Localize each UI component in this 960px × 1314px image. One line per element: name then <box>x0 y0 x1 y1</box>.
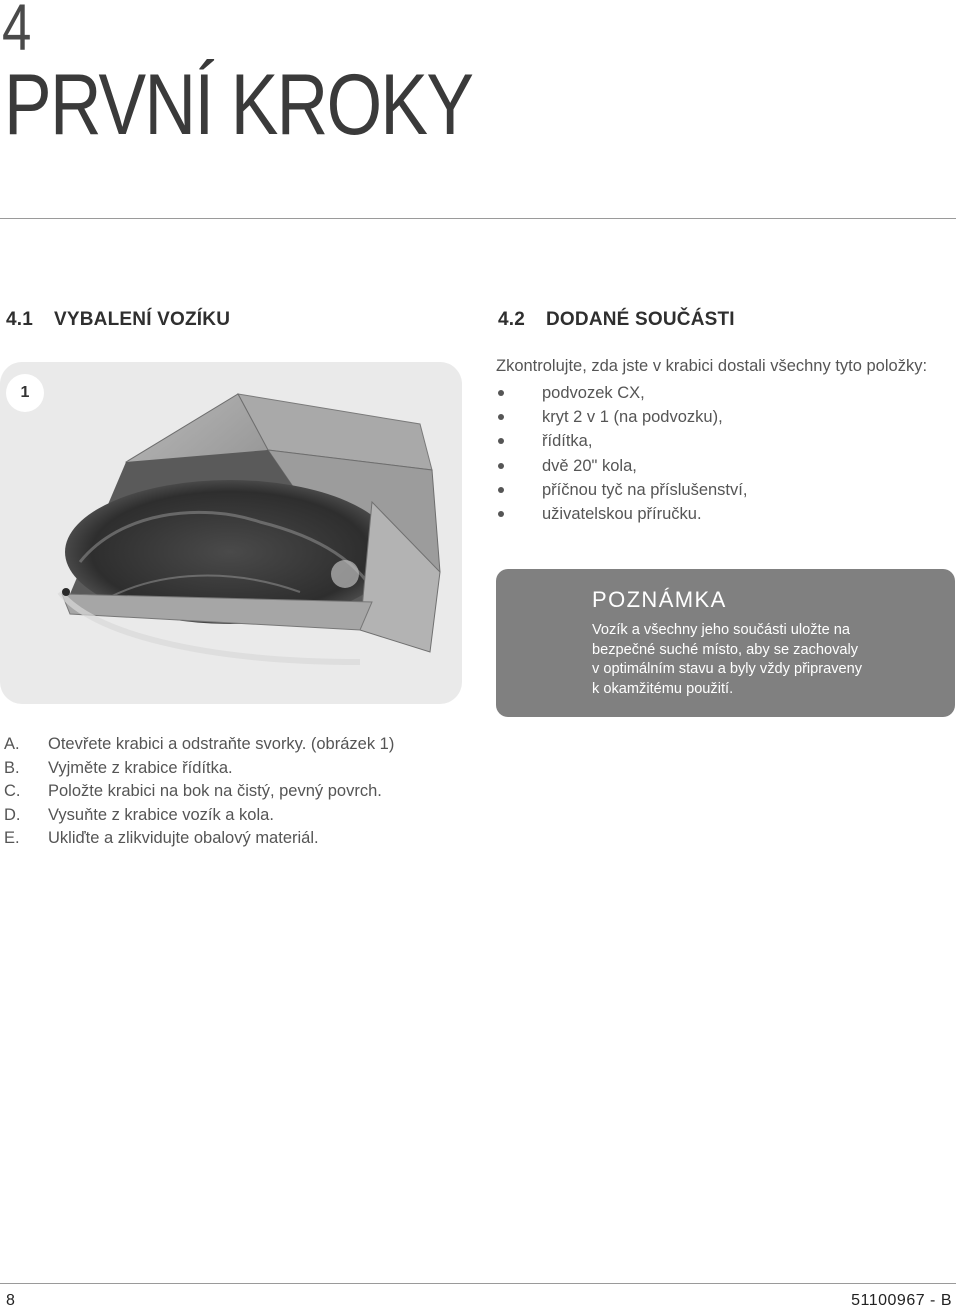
bullet-icon <box>498 390 504 396</box>
list-item: uživatelskou příručku. <box>496 502 747 526</box>
top-divider <box>0 218 956 219</box>
note-title: POZNÁMKA <box>592 587 727 612</box>
page-number: 8 <box>6 1292 15 1309</box>
list-item: podvozek CX, <box>496 381 747 405</box>
step-item <box>4 804 394 828</box>
step-label: E. <box>4 829 20 847</box>
note-box <box>496 569 955 717</box>
chapter-title: PRVNÍ KROKY <box>4 57 473 153</box>
step-label: C. <box>4 782 21 800</box>
note-body <box>592 621 942 699</box>
step-text: Otevřete krabici a odstraňte svorky. (obrázek 1) <box>48 735 395 753</box>
note-line: bezpečné suché místo, aby se zachovaly <box>592 641 859 658</box>
open-box-illustration <box>0 362 462 704</box>
step-item <box>4 757 394 781</box>
unpacking-steps <box>4 733 394 851</box>
bullet-icon <box>498 487 504 493</box>
bottom-divider <box>0 1283 956 1284</box>
step-text: Ukliďte a zlikvidujte obalový materiál. <box>48 829 319 847</box>
step-item <box>4 827 394 851</box>
section-number: 4.2 <box>498 309 526 330</box>
step-text: Položte krabici na bok na čistý, pevný povrch. <box>48 782 382 800</box>
document-code: 51100967 - B <box>851 1292 952 1309</box>
step-item <box>4 780 394 804</box>
step-label: D. <box>4 805 21 824</box>
step-text: Vysuňte z krabice vozík a kola. <box>48 805 274 824</box>
section-title: DODANÉ SOUČÁSTI <box>546 309 735 330</box>
unpacking-figure <box>0 362 462 704</box>
list-item: příčnou tyč na příslušenství, <box>496 478 747 502</box>
step-label: A. <box>4 735 20 753</box>
parts-intro: Zkontrolujte, zda jste v krabici dostali všechny tyto položky: <box>496 357 928 375</box>
step-text: Vyjměte z krabice řídítka. <box>48 758 233 777</box>
list-item: dvě 20" kola, <box>496 454 747 478</box>
bullet-icon <box>498 511 504 517</box>
bullet-icon <box>498 463 504 469</box>
section-heading-supplied-parts <box>498 309 735 331</box>
section-heading-unpacking <box>6 309 230 331</box>
figure-number-badge: 1 <box>6 374 44 412</box>
note-line: v optimálním stavu a byly vždy připraveny <box>592 661 863 678</box>
bullet-icon <box>498 438 504 444</box>
note-line: k okamžitému použití. <box>592 680 734 697</box>
note-line: Vozík a všechny jeho součásti uložte na <box>592 622 850 638</box>
chapter-number: 4 <box>2 0 32 64</box>
step-item <box>4 733 394 757</box>
list-item: řídítka, <box>496 429 747 453</box>
step-label: B. <box>4 758 20 777</box>
section-number: 4.1 <box>6 309 34 330</box>
parts-list <box>496 381 747 526</box>
list-item: kryt 2 v 1 (na podvozku), <box>496 405 747 429</box>
bullet-icon <box>498 414 504 420</box>
section-title: VYBALENÍ VOZÍKU <box>54 309 231 330</box>
